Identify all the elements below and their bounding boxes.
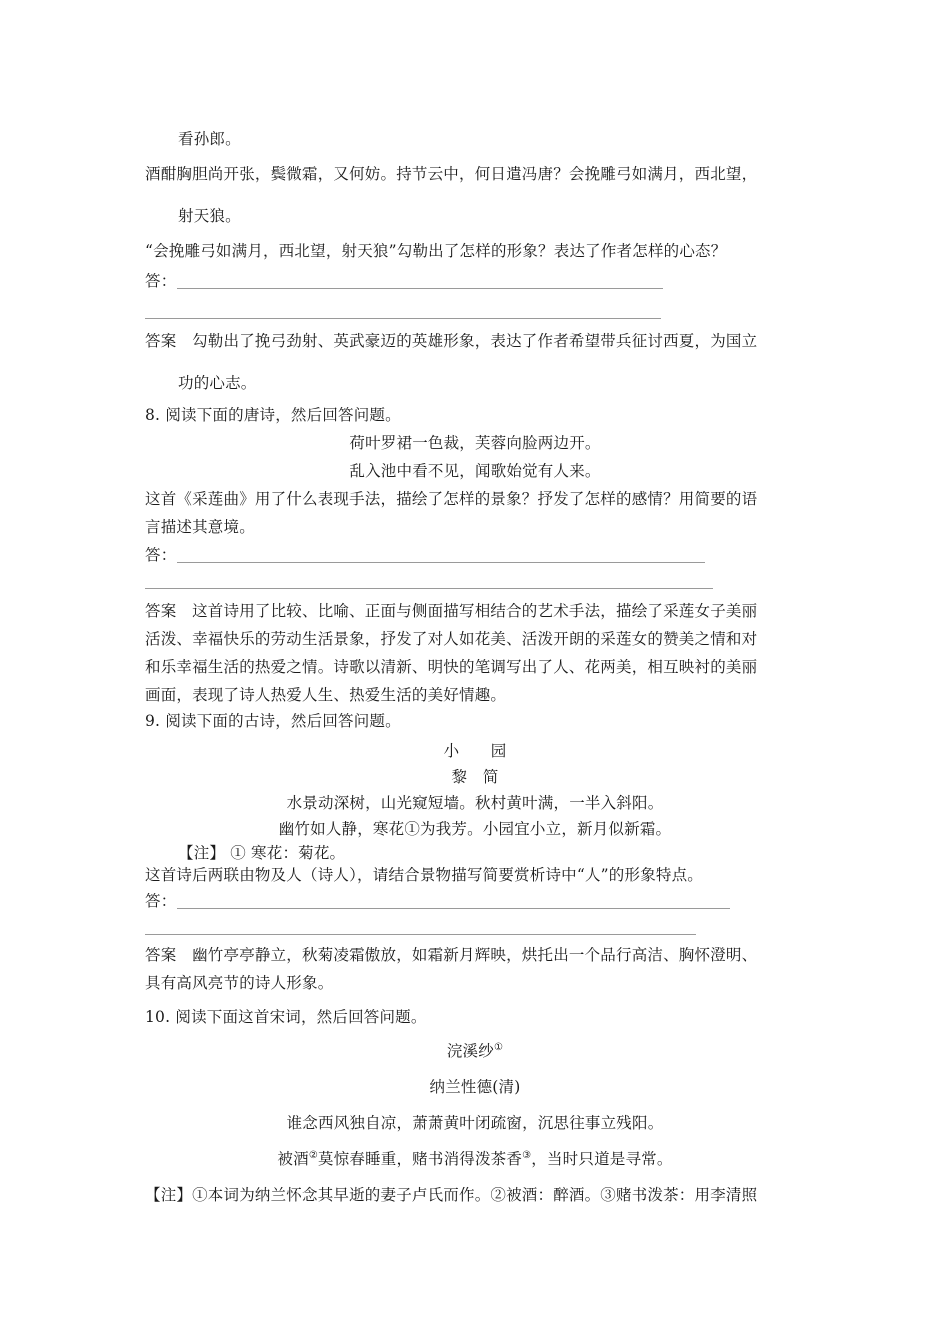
answer-blank-line[interactable] bbox=[177, 908, 730, 909]
answer-text: 和乐幸福生活的热爱之情。诗歌以清新、明快的笔调写出了人、花两美，相互映衬的美丽 bbox=[145, 658, 758, 676]
poem-author: 黎 简 bbox=[451, 768, 499, 786]
question-text: 这首《采莲曲》用了什么表现手法，描绘了怎样的景象？抒发了怎样的感情？用简要的语 bbox=[145, 490, 758, 508]
answer-text: 答案 勾勒出了挽弓劲射、英武豪迈的英雄形象，表达了作者希望带兵征讨西夏，为国立 bbox=[145, 332, 758, 350]
question-text: 这首诗后两联由物及人（诗人），请结合景物描写简要赏析诗中“人”的形象特点。 bbox=[145, 866, 704, 884]
answer-text: 功的心志。 bbox=[178, 374, 257, 392]
poem-line: 水景动深树，山光窥短墙。秋村黄叶满，一半入斜阳。 bbox=[286, 794, 664, 812]
poem-line: 被酒②莫惊春睡重，赌书消得泼茶香③，当时只道是寻常。 bbox=[277, 1149, 673, 1168]
poem-title: 小 园 bbox=[443, 742, 507, 760]
poem-note: 【注】①本词为纳兰怀念其早逝的妻子卢氏而作。②被酒：醉酒。③赌书泼茶：用李清照 bbox=[145, 1186, 758, 1204]
poem-line: 射天狼。 bbox=[178, 207, 241, 225]
answer-blank-line[interactable] bbox=[145, 588, 713, 589]
question-intro: 8. 阅读下面的唐诗，然后回答问题。 bbox=[145, 406, 401, 424]
poem-line: 酒酣胸胆尚开张，鬓微霜，又何妨。持节云中，何日遣冯唐？会挽雕弓如满月，西北望， bbox=[145, 165, 758, 183]
question-intro: 10. 阅读下面这首宋词，然后回答问题。 bbox=[145, 1008, 427, 1026]
question-text: “会挽雕弓如满月，西北望，射天狼”勾勒出了怎样的形象？表达了作者怎样的心态？ bbox=[145, 242, 727, 260]
answer-text: 画面，表现了诗人热爱人生、热爱生活的美好情趣。 bbox=[145, 686, 507, 704]
poem-author: 纳兰性德(清) bbox=[429, 1078, 521, 1096]
poem-note: 【注】 ① 寒花：菊花。 bbox=[178, 844, 346, 862]
footnote-marker: ① bbox=[493, 1041, 504, 1053]
answer-text: 具有高风亮节的诗人形象。 bbox=[145, 974, 334, 992]
answer-blank-line[interactable] bbox=[145, 318, 661, 319]
answer-text: 活泼、幸福快乐的劳动生活景象，抒发了对人如花美、活泼开朗的采莲女的赞美之情和对 bbox=[145, 630, 758, 648]
answer-label: 答： bbox=[145, 272, 177, 290]
answer-blank-line[interactable] bbox=[177, 288, 663, 289]
answer-text: 答案 幽竹亭亭静立，秋菊凌霜傲放，如霜新月辉映，烘托出一个品行高洁、胸怀澄明、 bbox=[145, 946, 758, 964]
answer-blank-line[interactable] bbox=[177, 562, 705, 563]
footnote-marker: ② bbox=[308, 1149, 318, 1161]
poem-title: 浣溪纱① bbox=[446, 1041, 504, 1060]
poem-line: 幽竹如人静，寒花①为我芳。小园宜小立，新月似新霜。 bbox=[278, 820, 672, 838]
poem-line: 荷叶罗裙一色裁，芙蓉向脸两边开。 bbox=[349, 434, 601, 452]
footnote-marker: ③ bbox=[522, 1149, 532, 1161]
poem-line: 谁念西风独自凉，萧萧黄叶闭疏窗，沉思往事立残阳。 bbox=[286, 1114, 664, 1132]
answer-blank-line[interactable] bbox=[145, 934, 696, 935]
answer-text: 答案 这首诗用了比较、比喻、正面与侧面描写相结合的艺术手法，描绘了采莲女子美丽 bbox=[145, 602, 758, 620]
answer-label: 答： bbox=[145, 892, 177, 910]
poem-line: 看孙郎。 bbox=[178, 130, 241, 148]
question-intro: 9. 阅读下面的古诗，然后回答问题。 bbox=[145, 712, 401, 730]
question-text: 言描述其意境。 bbox=[145, 518, 255, 536]
answer-label: 答： bbox=[145, 546, 177, 564]
poem-line: 乱入池中看不见，闻歌始觉有人来。 bbox=[349, 462, 601, 480]
